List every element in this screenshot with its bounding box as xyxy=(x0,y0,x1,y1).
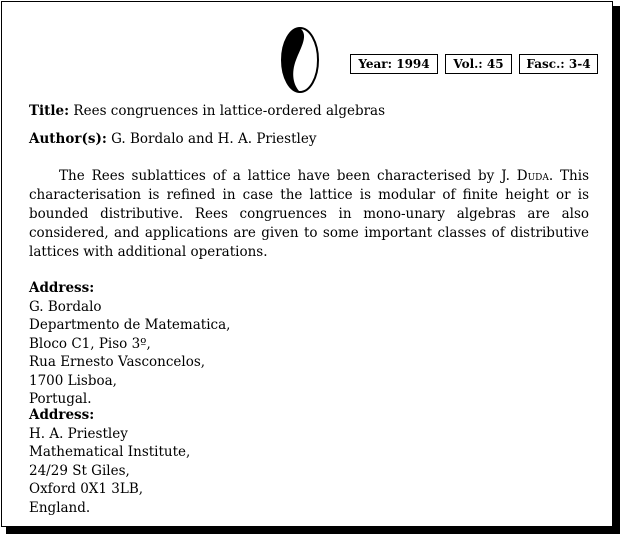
title-row xyxy=(29,102,385,120)
volume-badge: Vol.: 45 xyxy=(445,54,512,74)
fascicle-badge: Fasc.: 3-4 xyxy=(519,54,598,74)
article-card xyxy=(1,1,613,527)
address-block-1 xyxy=(29,279,230,409)
address-line: G. Bordalo xyxy=(29,298,102,315)
address-line: Mathematical Institute, xyxy=(29,444,191,460)
cited-author: J. Duda xyxy=(501,168,549,184)
address-heading: Address: xyxy=(29,407,95,423)
title-label: Title: xyxy=(29,103,70,119)
article-title: Rees congruences in lattice-ordered algebras xyxy=(73,103,386,119)
authors-row xyxy=(29,130,316,148)
authors-label: Author(s): xyxy=(29,131,107,147)
abstract-part-1: The Rees sublattices of a lattice have been characterised by xyxy=(59,168,502,184)
address-line: Portugal. xyxy=(29,391,92,407)
abstract xyxy=(29,167,589,262)
journal-logo-icon xyxy=(279,25,321,95)
address-line: Rua Ernesto Vasconcelos, xyxy=(29,354,206,370)
author-conjunction: and xyxy=(187,131,214,147)
address-line: H. A. Priestley xyxy=(29,425,128,442)
author-2: H. A. Priestley xyxy=(217,131,317,147)
address-block-2 xyxy=(29,406,190,517)
author-1: G. Bordalo xyxy=(111,131,184,147)
address-line: 24/29 St Giles, xyxy=(29,462,130,479)
year-badge: Year: 1994 xyxy=(350,54,438,74)
address-line: Oxford 0X1 3LB, xyxy=(29,481,144,497)
address-line: England. xyxy=(29,499,91,516)
address-line: Departmento de Matematica, xyxy=(29,317,231,333)
abstract-part-2: . This characterisation is refined in case the lattice is modular of finite height or is bounded distributive. Rees congruences in mono-unary algebras are also considered, and applications are given to some important classes of distributive lattices with additional operations. xyxy=(29,168,589,260)
address-heading: Address: xyxy=(29,280,95,296)
address-line: 1700 Lisboa, xyxy=(29,372,117,389)
address-line: Bloco C1, Piso 3º, xyxy=(29,335,151,352)
